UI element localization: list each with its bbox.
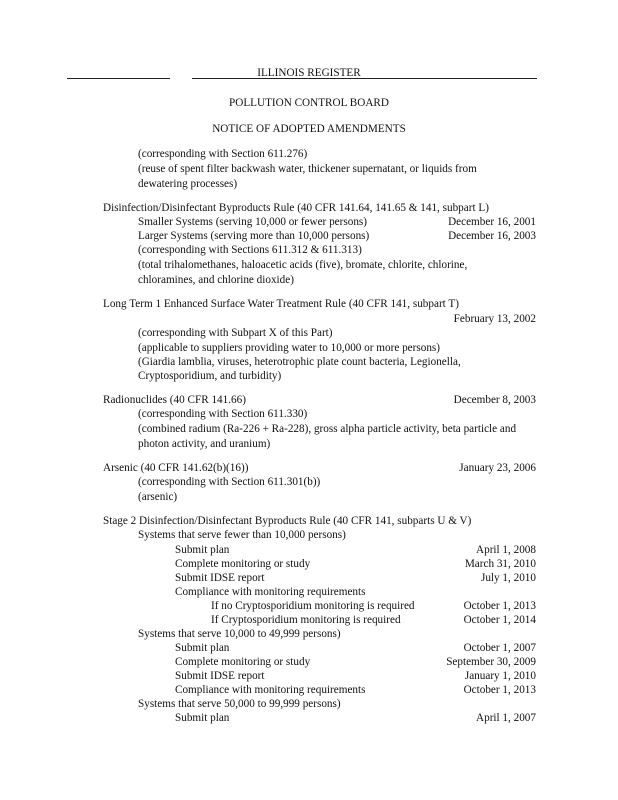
g2-complete: Complete monitoring or study — [175, 656, 311, 668]
stage2-group-3: Systems that serve 50,000 to 99,999 persons) — [138, 698, 341, 710]
g2-compliance-date: October 1, 2013 — [463, 684, 536, 696]
lt1-title: Long Term 1 Enhanced Surface Water Treatment Rule (40 CFR 141, subpart T) — [103, 298, 459, 310]
dbp-line-3: (corresponding with Sections 611.312 & 611.313) — [138, 244, 362, 256]
g1-compliance: Compliance with monitoring requirements — [175, 586, 366, 598]
g1-complete-date: March 31, 2010 — [464, 558, 536, 570]
rad-date: December 8, 2003 — [453, 394, 536, 406]
g2-idse: Submit IDSE report — [175, 670, 265, 682]
top-line-2: (reuse of spent filter backwash water, thickener supernatant, or liquids from — [138, 163, 477, 175]
dbp-small: Smaller Systems (serving 10,000 or fewer persons) — [138, 216, 367, 228]
lt1-date: February 13, 2002 — [453, 313, 536, 325]
stage2-group-1: Systems that serve fewer than 10,000 persons) — [138, 529, 346, 541]
stage2-title: Stage 2 Disinfection/Disinfectant Byproducts Rule (40 CFR 141, subparts U & V) — [103, 515, 472, 527]
lt1-line-4: Cryptosporidium, and turbidity) — [138, 370, 282, 382]
g1-if-no-crypto: If no Cryptosporidium monitoring is required — [211, 600, 415, 612]
rad-line-1: (corresponding with Section 611.330) — [138, 408, 308, 420]
arsenic-line-2: (arsenic) — [138, 491, 178, 503]
rad-line-2: (combined radium (Ra-226 + Ra-228), gross alpha particle activity, beta particle and — [138, 423, 517, 435]
g1-if-crypto: If Cryptosporidium monitoring is required — [211, 614, 401, 626]
rad-line-3: photon activity, and uranium) — [138, 438, 271, 450]
g1-submit-plan: Submit plan — [175, 544, 230, 556]
dbp-line-5: chloramines, and chlorine dioxide) — [138, 274, 294, 286]
g3-submit-plan-date: April 1, 2007 — [476, 712, 536, 724]
top-line-3: dewatering processes) — [138, 178, 238, 190]
g1-complete: Complete monitoring or study — [175, 558, 311, 570]
lt1-line-2: (applicable to suppliers providing water to 10,000 or more persons) — [138, 342, 440, 354]
rad-title: Radionuclides (40 CFR 141.66) — [103, 394, 246, 406]
lt1-line-1: (corresponding with Subpart X of this Part) — [138, 327, 333, 339]
dbp-small-date: December 16, 2001 — [448, 216, 536, 228]
g1-if-no-crypto-date: October 1, 2013 — [463, 600, 536, 612]
g2-submit-plan-date: October 1, 2007 — [463, 642, 536, 654]
g1-idse: Submit IDSE report — [175, 572, 265, 584]
dbp-large: Larger Systems (serving more than 10,000 persons) — [138, 230, 370, 242]
board-title: POLLUTION CONTROL BOARD — [229, 97, 389, 109]
register-title: ILLINOIS REGISTER — [257, 67, 361, 79]
g1-submit-plan-date: April 1, 2008 — [476, 544, 536, 556]
top-line-1: (corresponding with Section 611.276) — [138, 148, 308, 160]
lt1-line-3: (Giardia lamblia, viruses, heterotrophic plate count bacteria, Legionella, — [138, 356, 461, 368]
dbp-large-date: December 16, 2003 — [448, 230, 536, 242]
notice-title: NOTICE OF ADOPTED AMENDMENTS — [212, 123, 406, 135]
arsenic-title: Arsenic (40 CFR 141.62(b)(16)) — [103, 462, 249, 474]
dbp-line-4: (total trihalomethanes, haloacetic acids (five), bromate, chlorite, chlorine, — [138, 259, 468, 271]
arsenic-date: January 23, 2006 — [459, 462, 536, 474]
g2-complete-date: September 30, 2009 — [446, 656, 536, 668]
g1-idse-date: July 1, 2010 — [480, 572, 536, 584]
g2-compliance: Compliance with monitoring requirements — [175, 684, 366, 696]
stage2-group-2: Systems that serve 10,000 to 49,999 persons) — [138, 628, 341, 640]
dbp-title: Disinfection/Disinfectant Byproducts Rule (40 CFR 141.64, 141.65 & 141, subpart L) — [103, 202, 489, 214]
g3-submit-plan: Submit plan — [175, 712, 230, 724]
g2-submit-plan: Submit plan — [175, 642, 230, 654]
g2-idse-date: January 1, 2010 — [464, 670, 536, 682]
g1-if-crypto-date: October 1, 2014 — [463, 614, 536, 626]
arsenic-line-1: (corresponding with Section 611.301(b)) — [138, 476, 321, 488]
